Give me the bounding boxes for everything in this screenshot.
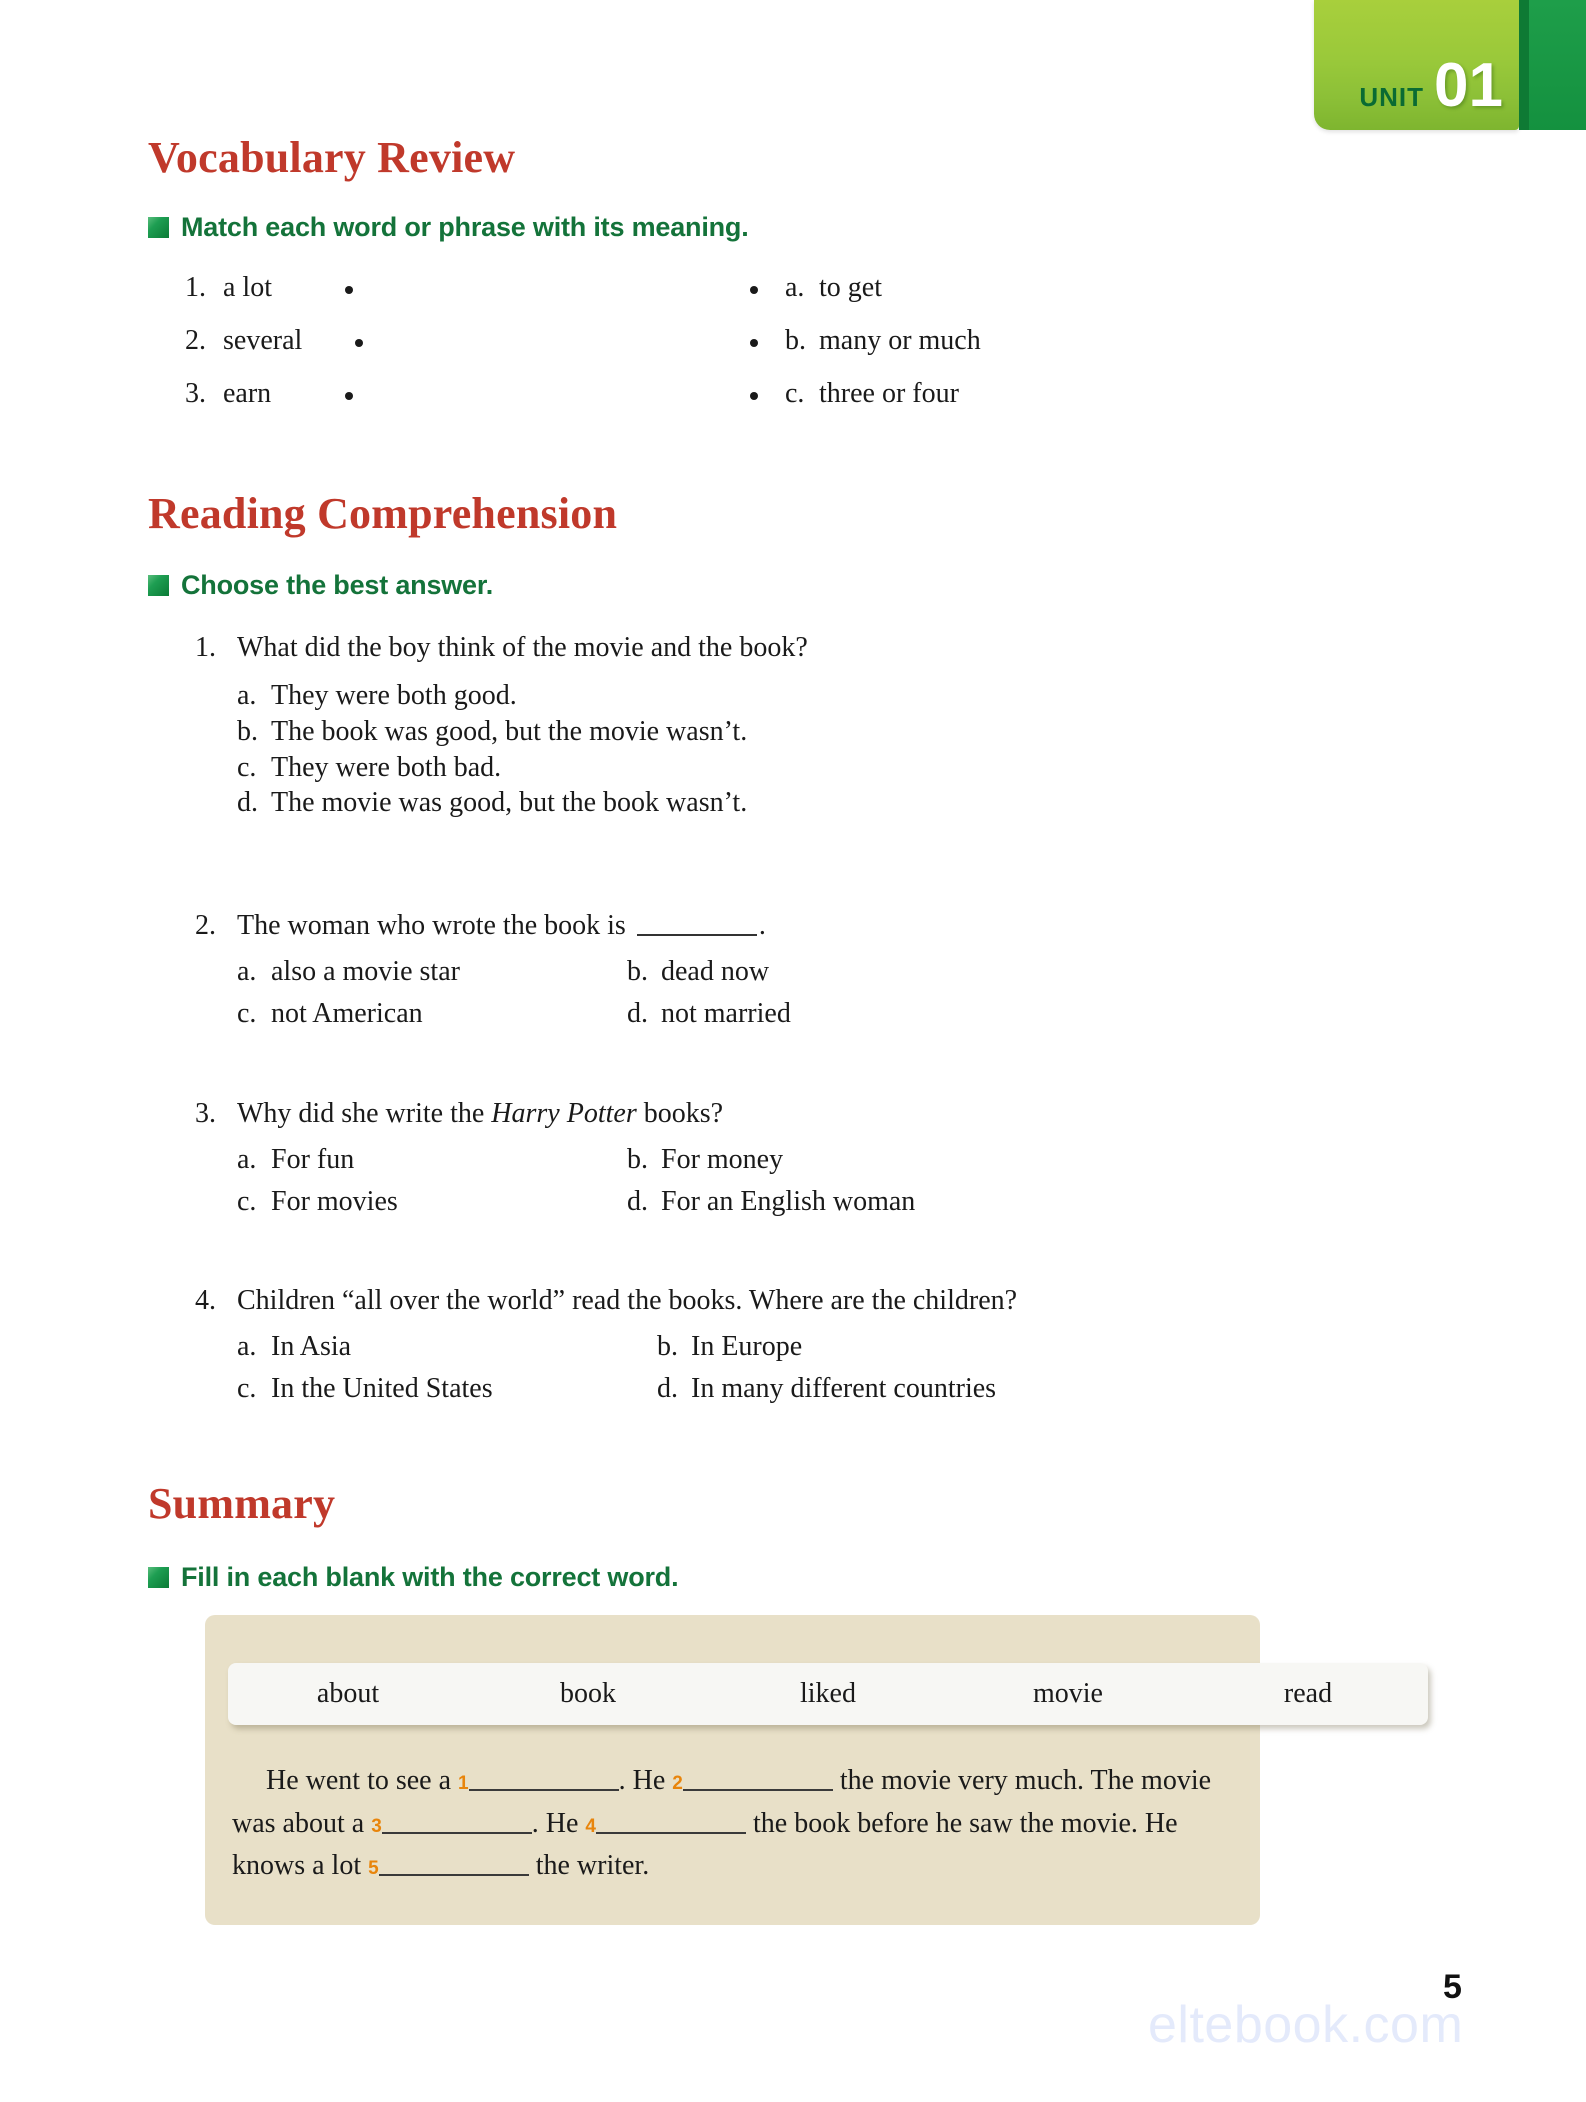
option-text: also a movie star	[271, 956, 460, 987]
question-text	[237, 910, 766, 942]
match-row	[185, 272, 1285, 324]
option-text: not married	[661, 998, 791, 1029]
instruction-vocabulary-text: Match each word or phrase with its meaning.	[181, 212, 749, 242]
green-square-bullet-icon	[148, 217, 169, 238]
instruction-vocabulary	[148, 212, 749, 243]
option-c[interactable]	[237, 998, 627, 1030]
option-d[interactable]	[657, 1373, 1395, 1405]
match-dot-left[interactable]	[355, 339, 363, 347]
option-a[interactable]	[237, 1144, 627, 1176]
watermark: eltebook.com	[1148, 1996, 1464, 2054]
option-b[interactable]	[627, 1144, 1395, 1176]
word-bank-item[interactable]: book	[560, 1678, 616, 1709]
option-text: They were both bad.	[271, 751, 502, 783]
option-c[interactable]	[237, 1186, 627, 1218]
instruction-summary-text: Fill in each blank with the correct word.	[181, 1562, 679, 1592]
option-letter: a.	[237, 680, 257, 711]
question-text-after-blank: .	[758, 910, 766, 941]
question-number: 2.	[195, 910, 216, 941]
summary-blank-5[interactable]	[379, 1856, 529, 1876]
option-c[interactable]	[237, 1373, 657, 1405]
blank-number-1: 1	[458, 1773, 469, 1794]
blank-number-5: 5	[368, 1858, 379, 1880]
match-dot-left[interactable]	[345, 286, 353, 294]
question-text: Children “all over the world” read the books. Where are the children?	[237, 1285, 1018, 1316]
option-a[interactable]	[237, 956, 627, 988]
question-4	[195, 1285, 1395, 1405]
option-text: They were both good.	[271, 680, 517, 711]
option-b[interactable]	[627, 956, 1395, 988]
word-bank-item[interactable]: about	[316, 1678, 380, 1709]
word-bank-item[interactable]: read	[1283, 1678, 1333, 1709]
summary-blank-2[interactable]	[683, 1771, 833, 1791]
match-right-letter: c.	[785, 378, 805, 409]
option-letter: c.	[237, 751, 257, 783]
option-text: In Asia	[271, 1331, 352, 1362]
option-text: For fun	[271, 1144, 355, 1175]
option-text: In Europe	[691, 1331, 803, 1362]
match-left-word: a lot	[223, 272, 272, 303]
match-dot-left[interactable]	[345, 392, 353, 400]
question-text: What did the boy think of the movie and the book?	[237, 632, 808, 663]
word-bank	[228, 1663, 1428, 1725]
summary-blank-3[interactable]	[382, 1814, 532, 1834]
match-left-word: earn	[223, 378, 272, 409]
summary-text-3: the movie very much. The movie was about a	[232, 1765, 1212, 1839]
section-title-summary: Summary	[148, 1479, 336, 1528]
word-bank-item[interactable]: liked	[800, 1678, 856, 1709]
question-number: 4.	[195, 1285, 216, 1316]
option-text: In the United States	[271, 1373, 493, 1404]
match-left-number: 2.	[185, 325, 206, 356]
option-letter: c.	[237, 1373, 257, 1404]
question-number: 1.	[195, 632, 216, 663]
match-right-letter: a.	[785, 272, 805, 303]
instruction-reading	[148, 570, 493, 601]
option-letter: b.	[627, 956, 648, 987]
match-left-number: 1.	[185, 272, 206, 303]
option-letter: d.	[237, 787, 258, 819]
question-text-part2: books?	[636, 1098, 724, 1129]
option-b[interactable]	[657, 1331, 1395, 1363]
option-a[interactable]	[237, 678, 1395, 714]
option-letter: b.	[627, 1144, 648, 1175]
option-d[interactable]	[237, 785, 1395, 821]
match-row	[185, 325, 1285, 377]
summary-text-2: . He	[618, 1765, 673, 1796]
instruction-summary	[148, 1562, 678, 1593]
match-row	[185, 378, 1285, 430]
option-text: For movies	[271, 1186, 398, 1217]
option-text: The book was good, but the movie wasn’t.	[271, 715, 748, 747]
match-right-item	[785, 272, 882, 304]
summary-paragraph	[232, 1760, 1242, 1888]
option-text: In many different countries	[691, 1373, 997, 1404]
question-text-part1: Why did she write the	[237, 1098, 492, 1129]
green-square-bullet-icon	[148, 575, 169, 596]
option-c[interactable]	[237, 750, 1395, 786]
option-text: The movie was good, but the book wasn’t.	[271, 787, 748, 819]
summary-text-1: He went to see a	[266, 1765, 459, 1796]
option-letter: d.	[657, 1373, 678, 1404]
blank-number-4: 4	[585, 1815, 596, 1837]
option-text: dead now	[661, 956, 770, 987]
option-letter: d.	[627, 1186, 648, 1217]
word-bank-item[interactable]: movie	[1033, 1678, 1103, 1709]
summary-text-6: the writer.	[528, 1850, 650, 1882]
match-right-letter: b.	[785, 325, 806, 356]
option-text: For an English woman	[661, 1186, 916, 1217]
option-a[interactable]	[237, 1331, 657, 1363]
summary-text-4: . He	[531, 1807, 586, 1839]
page-number: 5	[1443, 1968, 1462, 2006]
option-letter: b.	[657, 1331, 678, 1362]
question-2	[195, 910, 1395, 1030]
option-text: not American	[271, 998, 423, 1029]
question-1	[195, 632, 1395, 821]
option-letter: c.	[237, 998, 257, 1029]
green-square-bullet-icon	[148, 1567, 169, 1588]
match-right-item	[785, 325, 981, 357]
unit-bar-shadow	[1519, 0, 1529, 130]
instruction-reading-text: Choose the best answer.	[181, 570, 493, 600]
unit-tab-panel	[1314, 0, 1519, 130]
summary-blank-4[interactable]	[596, 1814, 746, 1834]
option-b[interactable]	[237, 714, 1395, 750]
option-letter: d.	[627, 998, 648, 1029]
question-text	[237, 1098, 723, 1130]
unit-number: 01	[1434, 50, 1503, 120]
option-letter: b.	[237, 715, 258, 747]
summary-text-5: the book before he saw the movie. He knows a lot	[232, 1807, 1178, 1882]
option-d[interactable]	[627, 1186, 1395, 1218]
question-text-italic: Harry Potter	[491, 1098, 637, 1129]
match-right-text: many or much	[819, 325, 981, 356]
option-letter: a.	[237, 956, 257, 987]
match-dot-right[interactable]	[750, 339, 758, 347]
question-number: 3.	[195, 1098, 216, 1129]
match-right-text: to get	[819, 272, 882, 303]
option-letter: a.	[237, 1144, 257, 1175]
match-right-text: three or four	[819, 378, 959, 409]
option-letter: a.	[237, 1331, 257, 1362]
unit-tab	[1306, 0, 1586, 132]
answer-blank[interactable]	[637, 914, 757, 936]
match-dot-right[interactable]	[750, 286, 758, 294]
section-title-vocabulary: Vocabulary Review	[148, 133, 516, 182]
match-dot-right[interactable]	[750, 392, 758, 400]
match-left-number: 3.	[185, 378, 206, 409]
option-d[interactable]	[627, 998, 1395, 1030]
match-right-item	[785, 378, 959, 410]
blank-number-2: 2	[672, 1773, 683, 1794]
blank-number-3: 3	[371, 1815, 382, 1837]
question-3	[195, 1098, 1395, 1218]
unit-side-bar	[1529, 0, 1586, 130]
option-letter: c.	[237, 1186, 257, 1217]
unit-label: UNIT	[1359, 81, 1425, 112]
summary-blank-1[interactable]	[469, 1771, 619, 1791]
option-text: For money	[661, 1144, 784, 1175]
question-text-before-blank: The woman who wrote the book is	[237, 910, 633, 941]
match-left-word: several	[223, 325, 303, 356]
section-title-reading: Reading Comprehension	[148, 489, 618, 538]
